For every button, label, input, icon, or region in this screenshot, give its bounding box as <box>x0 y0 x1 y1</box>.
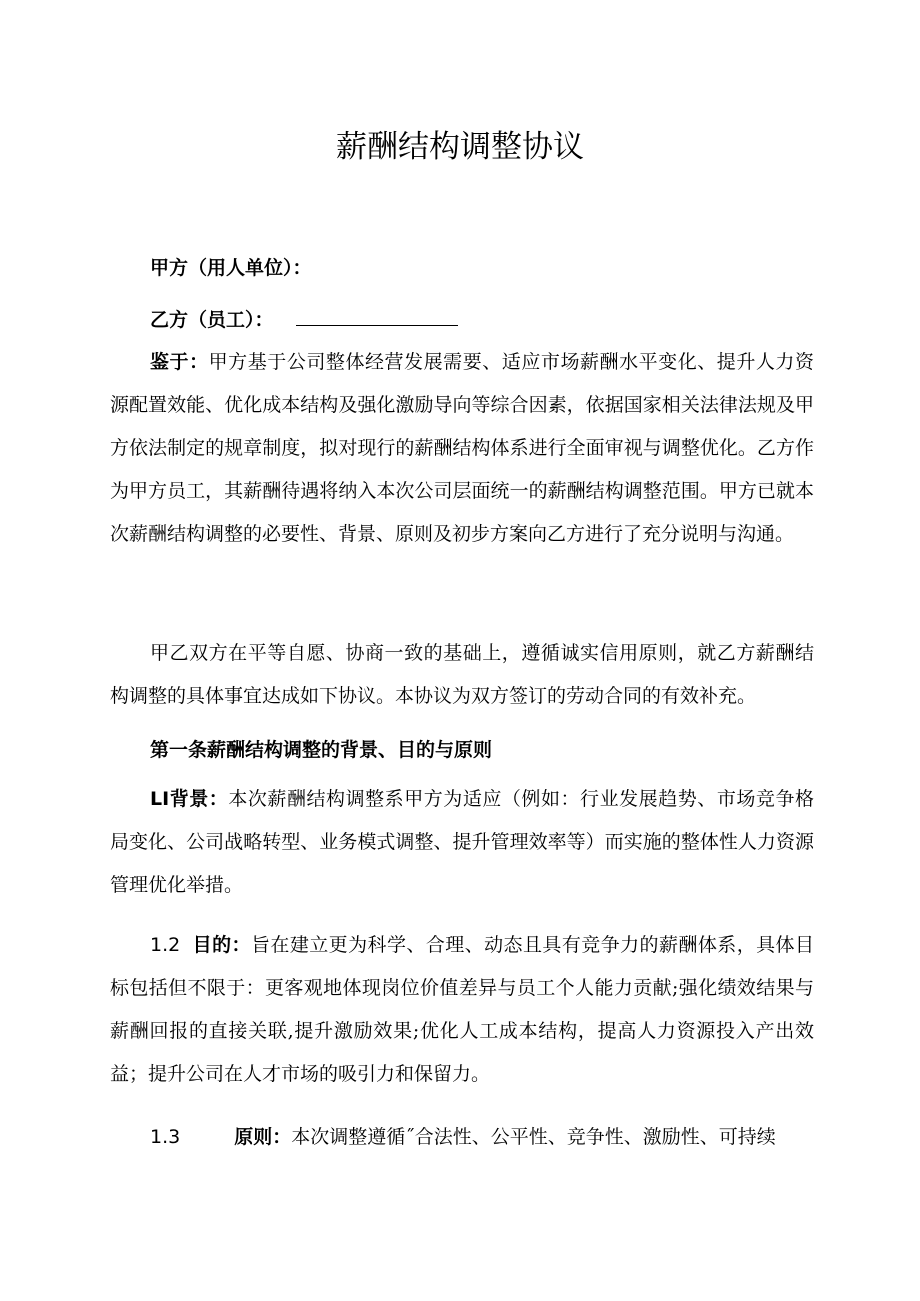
purpose-number: 1.2 <box>150 934 181 956</box>
purpose-label: 目的： <box>192 934 251 956</box>
purpose-paragraph <box>110 924 814 1096</box>
document-title: 薪酬结构调整协议 <box>336 129 584 165</box>
party-b-line <box>150 303 458 333</box>
party-b-signature-blank <box>296 303 458 326</box>
whereas-text: 甲方基于公司整体经营发展需要、适应市场薪酬水平变化、提升人力资源配置效能、优化成本结构及强化激励导向等综合因素，依据国家相关法律法规及甲方依法制定的规章制度，拟对现行的薪酬结构体系进行全面审视与调整优化。乙方作为甲方员工，其薪酬待遇将纳入本次公司层面统一的薪酬结构调整范围。甲方已就本次薪酬结构调整的必要性、背景、原则及初步方案向乙方进行了充分说明与沟通。 <box>110 351 814 545</box>
whereas-paragraph <box>110 341 814 556</box>
purpose-text: 旨在建立更为科学、合理、动态且具有竞争力的薪酬体系，具体目标包括但不限于：更客观地体现岗位价值差异与员工个人能力贡献;强化绩效结果与薪酬回报的直接关联,提升激励效果;优化人工成本结构，提高人力资源投入产出效益；提升公司在人才市场的吸引力和保留力。 <box>110 934 814 1085</box>
background-paragraph <box>110 778 814 907</box>
principle-text: 本次调整遵循˝合法性、公平性、竞争性、激励性、可持续 <box>291 1126 776 1148</box>
party-b-label: 乙方（员工）： <box>150 309 274 331</box>
background-text: 本次薪酬结构调整系甲方为适应（例如：行业发展趋势、市场竞争格局变化、公司战略转型、业务模式调整、提升管理效率等）而实施的整体性人力资源管理优化举措。 <box>110 788 814 896</box>
agreement-intro-paragraph: 甲乙双方在平等自愿、协商一致的基础上，遵循诚实信用原则，就乙方薪酬结构调整的具体事宜达成如下协议。本协议为双方签订的劳动合同的有效补充。 <box>110 642 814 707</box>
party-a-label: 甲方（用人单位）： <box>150 257 312 279</box>
background-label: LI背景： <box>150 788 229 810</box>
whereas-label: 鉴于： <box>150 351 209 373</box>
article1-heading: 第一条薪酬结构调整的背景、目的与原则 <box>150 739 493 761</box>
principle-paragraph <box>110 1116 814 1159</box>
principle-number: 1.3 <box>150 1126 181 1148</box>
principle-label: 原则： <box>234 1126 292 1148</box>
